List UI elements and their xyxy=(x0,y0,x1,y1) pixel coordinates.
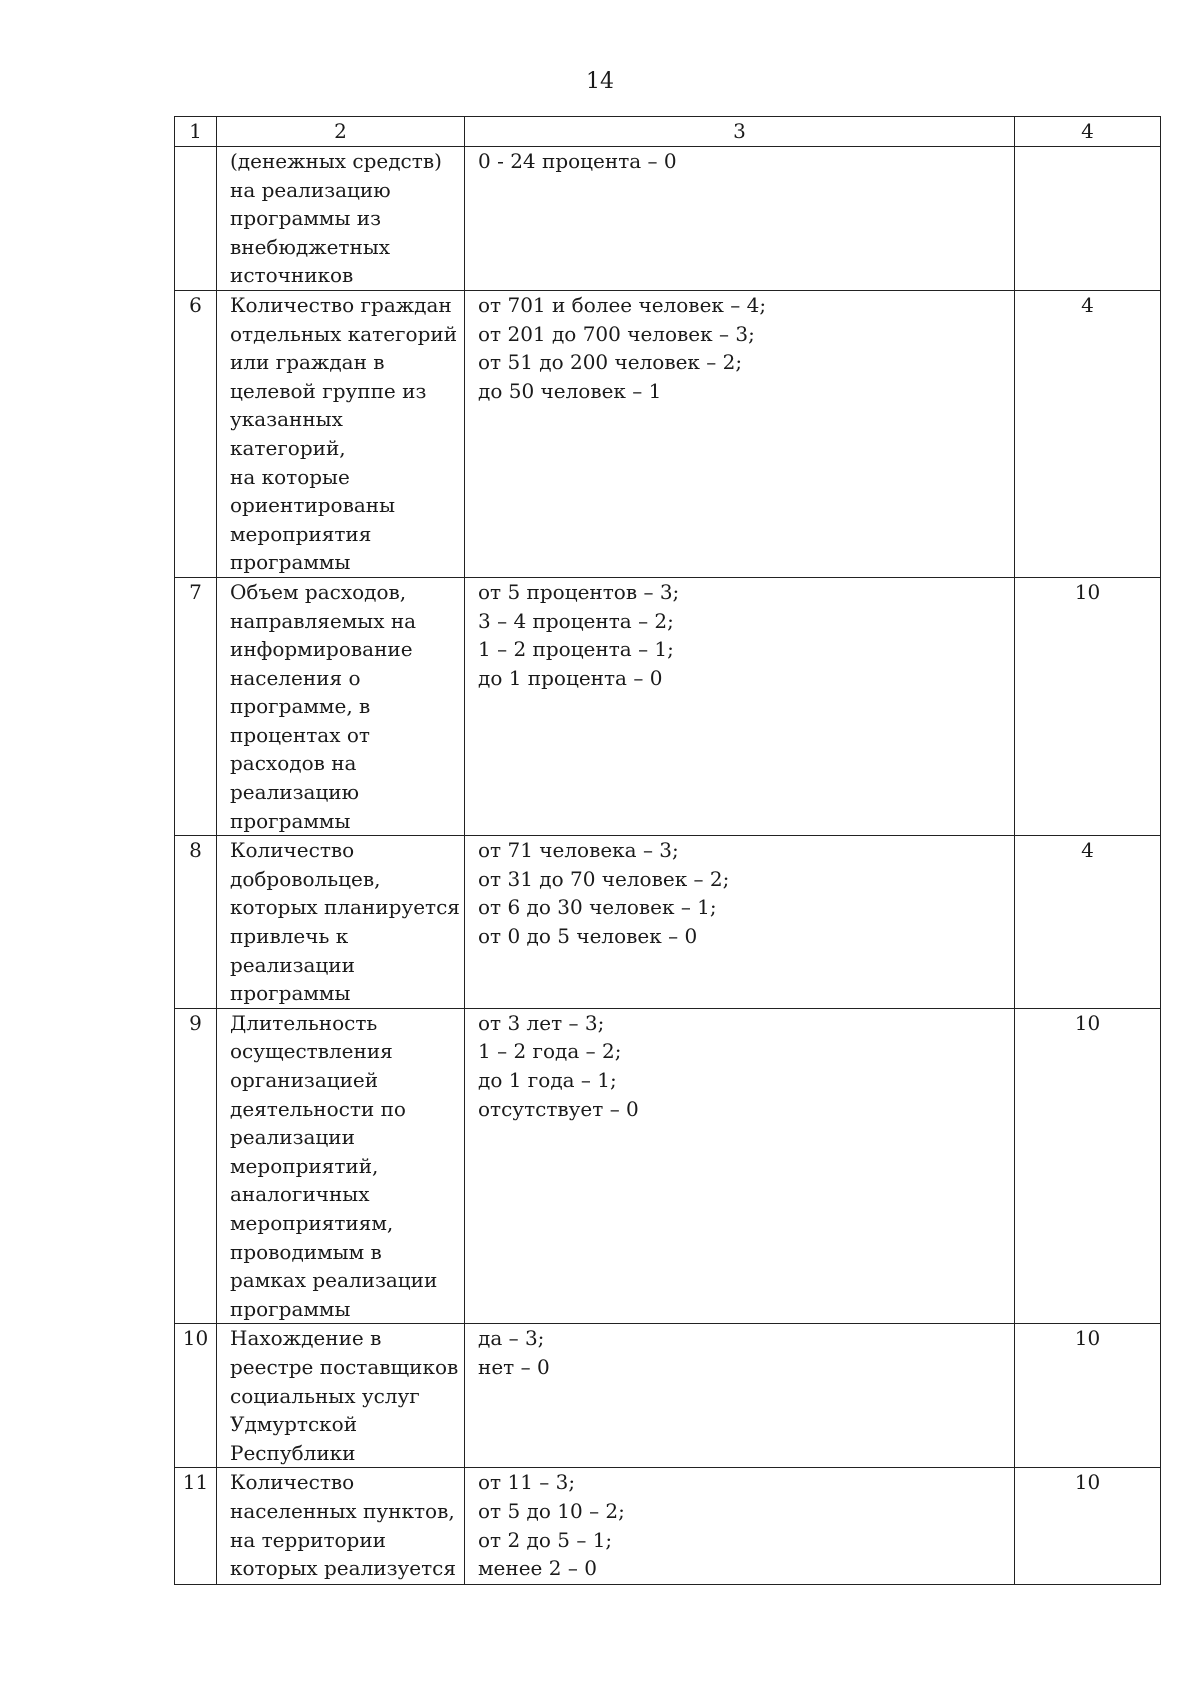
criterion-weight: 4 xyxy=(1015,290,1161,577)
page-number: 14 xyxy=(586,69,614,94)
row-number: 7 xyxy=(175,577,217,835)
criterion-name: Нахождение в реестре поставщиков социальных услуг Удмуртской Республики xyxy=(217,1324,465,1468)
criterion-weight: 4 xyxy=(1015,836,1161,1009)
table-row xyxy=(175,836,1161,1009)
column-header-3: 3 xyxy=(465,117,1015,147)
table-row xyxy=(175,1324,1161,1468)
row-number: 11 xyxy=(175,1468,217,1585)
criterion-weight: 10 xyxy=(1015,1324,1161,1468)
column-header-1: 1 xyxy=(175,117,217,147)
criterion-name: Длительность осуществления организацией деятельности по реализации мероприятий, аналогичных мероприятиям, проводимым в рамках реализации программы xyxy=(217,1008,465,1324)
criterion-name: Количество граждан отдельных категорий или граждан в целевой группе из указанных категорий, на которые ориентированы мероприятия программы xyxy=(217,290,465,577)
criterion-scale: от 5 процентов – 3; 3 – 4 процента – 2; 1 – 2 процента – 1; до 1 процента – 0 xyxy=(465,577,1015,835)
criterion-name: (денежных средств) на реализацию программы из внебюджетных источников xyxy=(217,147,465,291)
table-row xyxy=(175,577,1161,835)
criterion-scale: от 71 человека – 3; от 31 до 70 человек – 2; от 6 до 30 человек – 1; от 0 до 5 человек – 0 xyxy=(465,836,1015,1009)
criterion-scale: от 3 лет – 3; 1 – 2 года – 2; до 1 года – 1; отсутствует – 0 xyxy=(465,1008,1015,1324)
table-row xyxy=(175,290,1161,577)
row-number xyxy=(175,147,217,291)
column-header-4: 4 xyxy=(1015,117,1161,147)
row-number: 8 xyxy=(175,836,217,1009)
criteria-table xyxy=(174,116,1161,1585)
criterion-name: Количество добровольцев, которых планируется привлечь к реализации программы xyxy=(217,836,465,1009)
row-number: 9 xyxy=(175,1008,217,1324)
criterion-name: Объем расходов, направляемых на информирование населения о программе, в процентах от расходов на реализацию программы xyxy=(217,577,465,835)
criterion-weight: 10 xyxy=(1015,577,1161,835)
criterion-weight: 10 xyxy=(1015,1008,1161,1324)
criterion-weight xyxy=(1015,147,1161,291)
table-row xyxy=(175,1468,1161,1585)
column-header-2: 2 xyxy=(217,117,465,147)
criterion-name: Количество населенных пунктов, на территории которых реализуется xyxy=(217,1468,465,1585)
table-row xyxy=(175,147,1161,291)
criterion-scale: от 11 – 3; от 5 до 10 – 2; от 2 до 5 – 1; менее 2 – 0 xyxy=(465,1468,1015,1585)
table-header-row xyxy=(175,117,1161,147)
criterion-scale: да – 3; нет – 0 xyxy=(465,1324,1015,1468)
row-number: 6 xyxy=(175,290,217,577)
criterion-scale: 0 - 24 процента – 0 xyxy=(465,147,1015,291)
table-row xyxy=(175,1008,1161,1324)
criterion-weight: 10 xyxy=(1015,1468,1161,1585)
row-number: 10 xyxy=(175,1324,217,1468)
criterion-scale: от 701 и более человек – 4; от 201 до 700 человек – 3; от 51 до 200 человек – 2; до 50 человек – 1 xyxy=(465,290,1015,577)
